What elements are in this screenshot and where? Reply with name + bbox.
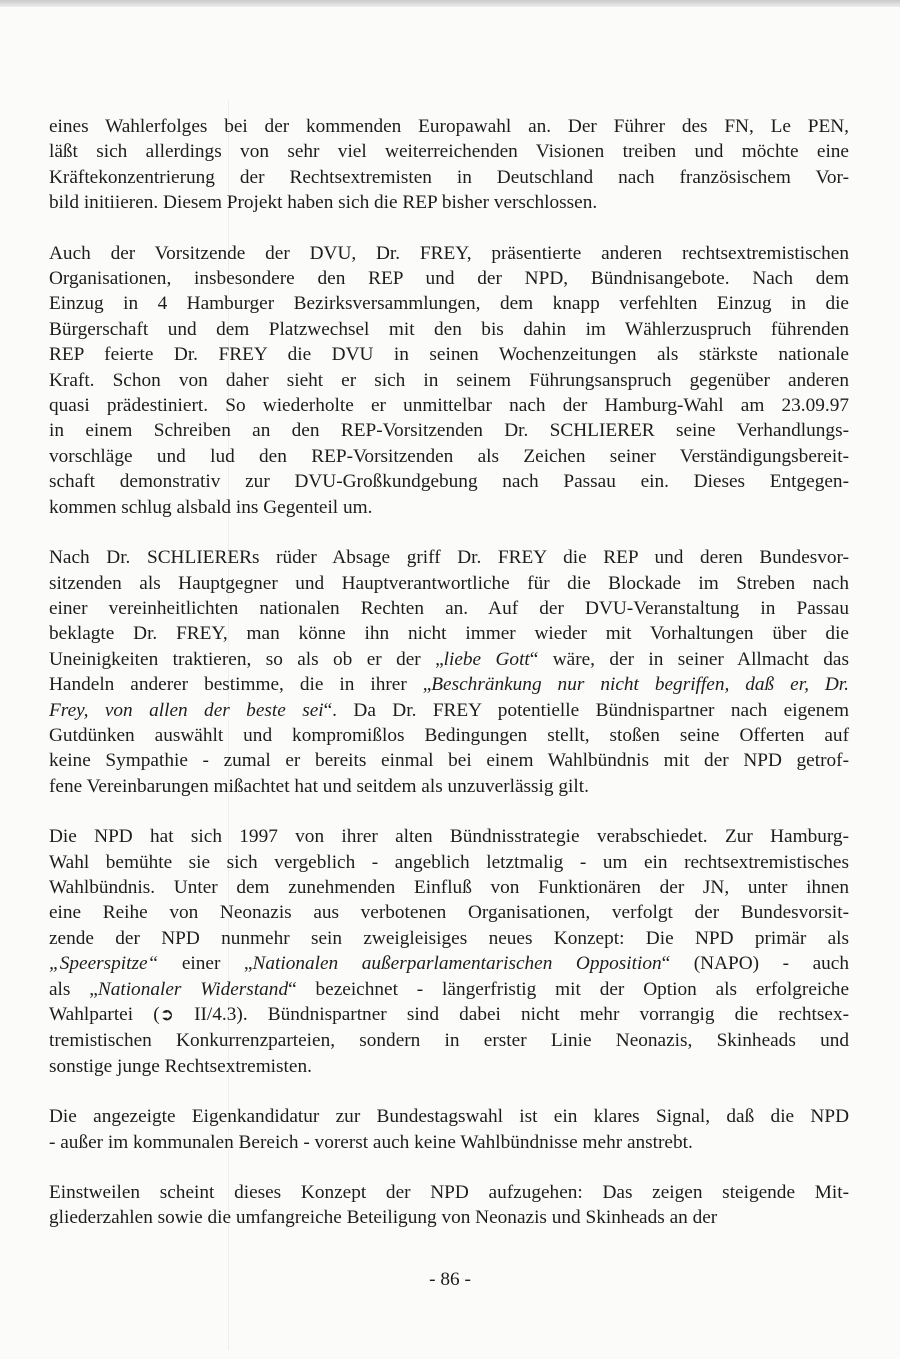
text-line: [49, 621, 849, 646]
cross-reference-arrow-icon: ➲: [159, 1005, 174, 1025]
text-run: beklagte Dr. FREY, man könne ihn nicht immer wieder mit Vorhaltungen über die: [49, 623, 849, 645]
text-line: [49, 900, 849, 925]
text-run: “ wäre, der in seiner Allmacht das: [529, 648, 849, 670]
text-line: [49, 114, 849, 139]
text-run: vorschläge und lud den REP-Vorsitzenden als Zeichen seiner Verständigungsbereit-: [49, 445, 849, 467]
text-run: Einstweilen scheint dieses Konzept der NPD aufzugehen: Das zeigen steigende Mit-: [49, 1182, 849, 1204]
text-run: sitzenden als Hauptgegner und Hauptverantwortliche für die Blockade im Streben nach: [49, 572, 849, 594]
paragraph: [49, 1180, 849, 1231]
text-line: [49, 266, 849, 291]
paragraph: [49, 824, 849, 1079]
text-run: “. Da Dr. FREY potentielle Bündnispartner nach eigenem: [323, 699, 849, 721]
text-run: Organisationen, insbesondere den REP und der NPD, Bündnisangebote. Nach dem: [49, 268, 849, 290]
text-line: [49, 774, 849, 799]
text-run: Handeln anderer bestimme, die in ihrer „: [49, 674, 432, 696]
text-line: [49, 875, 849, 900]
text-run: eine Reihe von Neonazis aus verbotenen Organisationen, verfolgt der Bundesvorsit-: [49, 902, 849, 924]
page-number: - 86 -: [429, 1269, 471, 1290]
emphasis-text: liebe Gott: [443, 648, 530, 670]
text-run: zende der NPD nunmehr sein zweigleisiges neues Konzept: Die NPD primär als: [49, 927, 849, 949]
text-line: [49, 647, 849, 672]
text-run: kommen schlug alsbald ins Gegenteil um.: [49, 496, 373, 518]
text-run: tremistischen Konkurrenzparteien, sondern in erster Linie Neonazis, Skinheads und: [49, 1030, 849, 1052]
text-run: Uneinigkeiten traktieren, so als ob er der „: [49, 648, 444, 670]
emphasis-text: „Speerspitze“: [49, 953, 159, 975]
text-line: [49, 469, 849, 494]
text-run: Kräftekonzentrierung der Rechtsextremisten in Deutschland nach französischem Vor-: [49, 166, 849, 188]
text-line: [49, 977, 849, 1002]
text-run: Einzug in 4 Hamburger Bezirksversammlungen, dem knapp verfehlten Einzug in die: [49, 293, 849, 315]
paragraph: [49, 1104, 849, 1155]
text-run: Die angezeigte Eigenkandidatur zur Bundestagswahl ist ein klares Signal, daß die NPD: [49, 1106, 849, 1128]
emphasis-text: Nationalen außerparlamentarischen Opposition: [252, 953, 662, 975]
text-line: [49, 418, 849, 443]
text-line: [49, 444, 849, 469]
text-line: [49, 926, 849, 951]
text-line: [49, 571, 849, 596]
text-line: [49, 368, 849, 393]
text-run: einer vereinheitlichten nationalen Rechten an. Auf der DVU-Veranstaltung in Passau: [49, 597, 849, 619]
text-line: [49, 824, 849, 849]
text-run: - außer im kommunalen Bereich - vorerst auch keine Wahlbündnisse mehr anstrebt.: [49, 1131, 693, 1153]
text-run: REP feierte Dr. FREY die DVU in seinen Wochenzeitungen als stärkste nationale: [49, 344, 849, 366]
text-run: Bürgerschaft und dem Platzwechsel mit den bis dahin im Wählerzuspruch führenden: [49, 318, 849, 340]
text-line: [49, 317, 849, 342]
text-run: Wahl bemühte sie sich vergeblich - angeblich letztmalig - um ein rechtsextremistisches: [49, 851, 849, 873]
text-run: “ bezeichnet - längerfristig mit der Option als erfolgreiche: [288, 978, 850, 1000]
text-line: [49, 698, 849, 723]
text-run: Die NPD hat sich 1997 von ihrer alten Bündnisstrategie verabschiedet. Zur Hamburg-: [49, 826, 849, 848]
text-run: keine Sympathie - zumal er bereits einmal bei einem Wahlbündnis mit der NPD getrof-: [49, 750, 849, 772]
text-line: [49, 723, 849, 748]
text-line: [49, 291, 849, 316]
text-line: [49, 596, 849, 621]
text-line: [49, 190, 849, 215]
text-run: schaft demonstrativ zur DVU-Großkundgebung nach Passau ein. Dieses Entgegen-: [49, 471, 849, 493]
emphasis-text: Frey, von allen der beste sei: [49, 699, 324, 721]
text-line: [49, 165, 849, 190]
paragraph: [49, 114, 849, 216]
scan-border: [0, 0, 900, 7]
text-line: [49, 850, 849, 875]
text-line: [49, 1205, 849, 1230]
text-run: “ (NAPO) - auch: [661, 953, 850, 975]
text-line: [49, 1104, 849, 1129]
emphasis-text: Nationaler Widerstand: [97, 978, 289, 1000]
text-run: Kraft. Schon von daher sieht er sich in seinem Führungsanspruch gegenüber anderen: [49, 369, 849, 391]
text-run: in einem Schreiben an den REP-Vorsitzenden Dr. SCHLIERER seine Verhandlungs-: [49, 420, 849, 442]
text-run: eines Wahlerfolges bei der kommenden Europawahl an. Der Führer des FN, Le PEN,: [49, 116, 849, 137]
text-line: [49, 495, 849, 520]
text-line: [49, 139, 849, 164]
text-run: fene Vereinbarungen mißachtet hat und seitdem als unzuverlässig gilt.: [49, 775, 589, 797]
emphasis-text: Beschränkung nur nicht begriffen, daß er, Dr.: [431, 674, 849, 696]
text-run: Nach Dr. SCHLIERERs rüder Absage griff Dr. FREY die REP und deren Bundesvor-: [49, 547, 849, 569]
text-run: Gutdünken auswählt und kompromißlos Bedingungen stellt, stoßen seine Offerten auf: [49, 724, 849, 746]
text-line: [49, 1002, 849, 1028]
text-run: Wahlbündnis. Unter dem zunehmenden Einfluß von Funktionären der JN, unter ihnen: [49, 876, 849, 898]
text-run: bild initiieren. Diesem Projekt haben sich die REP bisher verschlossen.: [49, 192, 598, 214]
text-line: [49, 1028, 849, 1053]
document-body: [49, 114, 849, 1256]
text-line: [49, 951, 849, 976]
text-run: gliederzahlen sowie die umfangreiche Beteiligung von Neonazis und Skinheads an der: [49, 1207, 718, 1229]
text-line: [49, 393, 849, 418]
text-run: einer „: [158, 953, 253, 975]
text-run: quasi prädestiniert. So wiederholte er unmittelbar nach der Hamburg-Wahl am 23.09.97: [49, 395, 849, 417]
text-run: sonstige junge Rechtsextremisten.: [49, 1055, 312, 1077]
text-line: [49, 241, 849, 266]
text-line: [49, 1054, 849, 1079]
text-run: als „: [49, 978, 98, 1000]
text-run: Wahlpartei (: [49, 1004, 160, 1025]
text-line: [49, 1130, 849, 1155]
paragraph: [49, 545, 849, 799]
text-line: [49, 672, 849, 697]
text-line: [49, 342, 849, 367]
text-line: [49, 545, 849, 570]
paragraph: [49, 241, 849, 520]
text-run: läßt sich allerdings von sehr viel weiterreichenden Visionen treiben und möchte eine: [49, 141, 849, 163]
text-run: Auch der Vorsitzende der DVU, Dr. FREY, präsentierte anderen rechtsextremistischen: [49, 242, 849, 264]
text-line: [49, 1180, 849, 1205]
text-line: [49, 748, 849, 773]
text-run: II/4.3). Bündnispartner sind dabei nicht mehr vorrangig die rechtsex-: [173, 1004, 850, 1025]
